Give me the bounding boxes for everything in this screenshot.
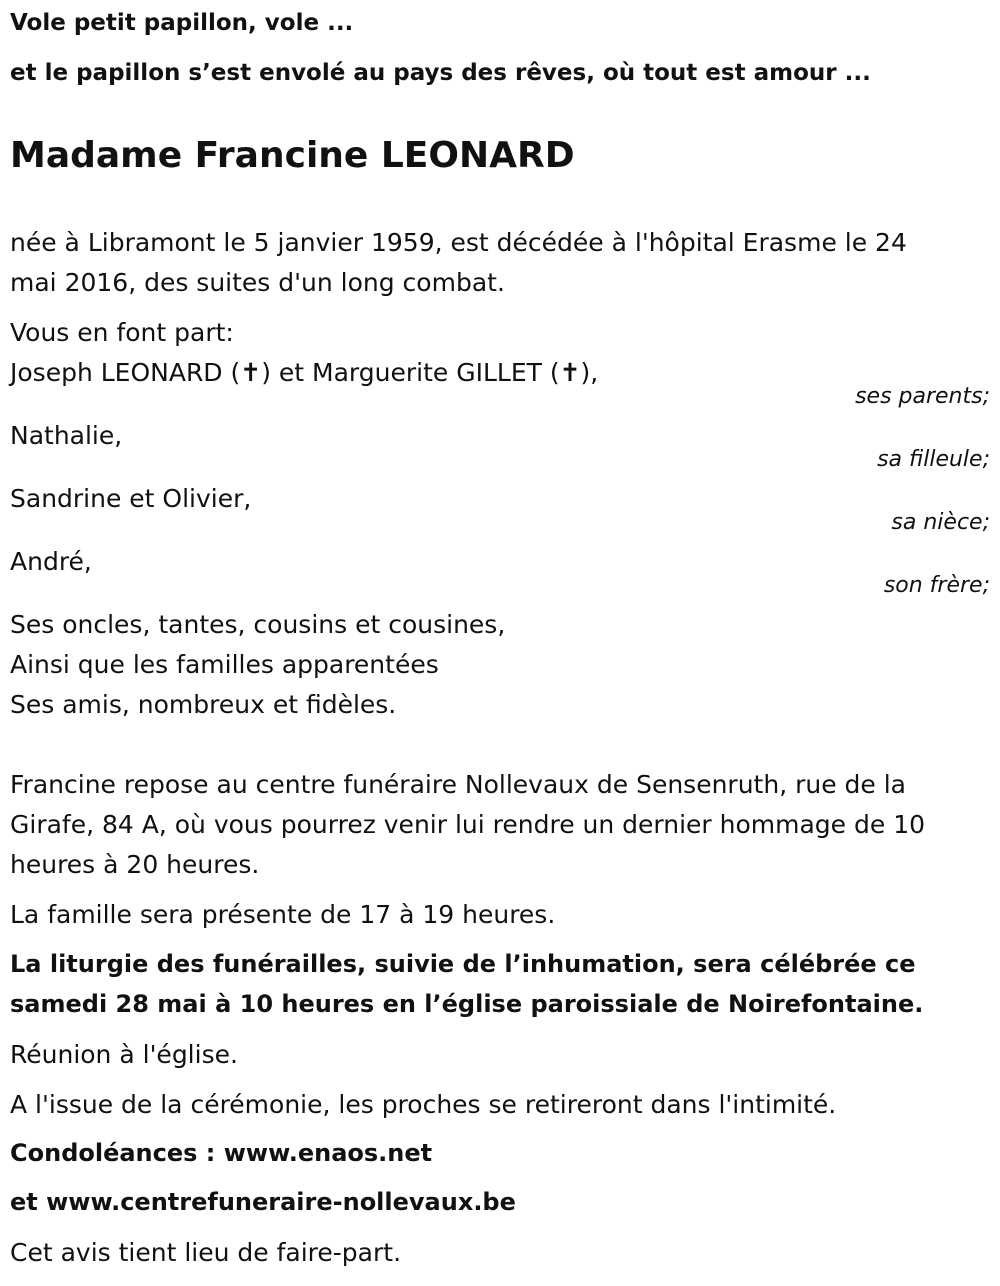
family-relation-goddaughter: sa filleule;: [877, 447, 990, 472]
repose-line-2: Girafe, 84 A, où vous pourrez venir lui rendre un dernier hommage de 10: [10, 810, 926, 839]
family-relation-brother: son frère;: [883, 573, 990, 598]
others-line-1: Ses oncles, tantes, cousins et cousines,: [10, 610, 506, 639]
intro-line-1: née à Libramont le 5 janvier 1959, est décédée à l'hôpital Erasme le 24: [10, 228, 907, 257]
condolences-line-1: Condoléances : www.enaos.net: [10, 1139, 433, 1167]
family-relation-niece: sa nièce;: [891, 510, 990, 535]
issue-text: A l'issue de la cérémonie, les proches se retireront dans l'intimité.: [10, 1090, 837, 1119]
repose-line-1: Francine repose au centre funéraire Nollevaux de Sensenruth, rue de la: [10, 770, 906, 799]
others-line-3: Ses amis, nombreux et fidèles.: [10, 690, 397, 719]
liturgy-line-2: samedi 28 mai à 10 heures en l’église paroissiale de Noirefontaine.: [10, 990, 924, 1018]
family-names-brother: André,: [10, 547, 92, 576]
intro-line-2: mai 2016, des suites d'un long combat.: [10, 268, 505, 297]
repose-line-3: heures à 20 heures.: [10, 850, 260, 879]
announce-text: Vous en font part:: [10, 318, 234, 347]
others-line-2: Ainsi que les familles apparentées: [10, 650, 439, 679]
quote-line-2: et le papillon s’est envolé au pays des rêves, où tout est amour ...: [10, 60, 871, 86]
family-names-niece: Sandrine et Olivier,: [10, 484, 252, 513]
quote-line-1: Vole petit papillon, vole ...: [10, 10, 354, 36]
deceased-name: Madame Francine LEONARD: [10, 135, 575, 176]
family-relation-parents: ses parents;: [855, 384, 990, 409]
presence-text: La famille sera présente de 17 à 19 heures.: [10, 900, 556, 929]
family-names-parents: Joseph LEONARD (✝) et Marguerite GILLET (✝),: [10, 358, 599, 387]
closing-text: Cet avis tient lieu de faire-part.: [10, 1238, 402, 1267]
liturgy-line-1: La liturgie des funérailles, suivie de l’inhumation, sera célébrée ce: [10, 950, 916, 978]
condolences-line-2: et www.centrefuneraire-nollevaux.be: [10, 1188, 516, 1216]
family-names-goddaughter: Nathalie,: [10, 421, 123, 450]
reunion-text: Réunion à l'église.: [10, 1040, 238, 1069]
